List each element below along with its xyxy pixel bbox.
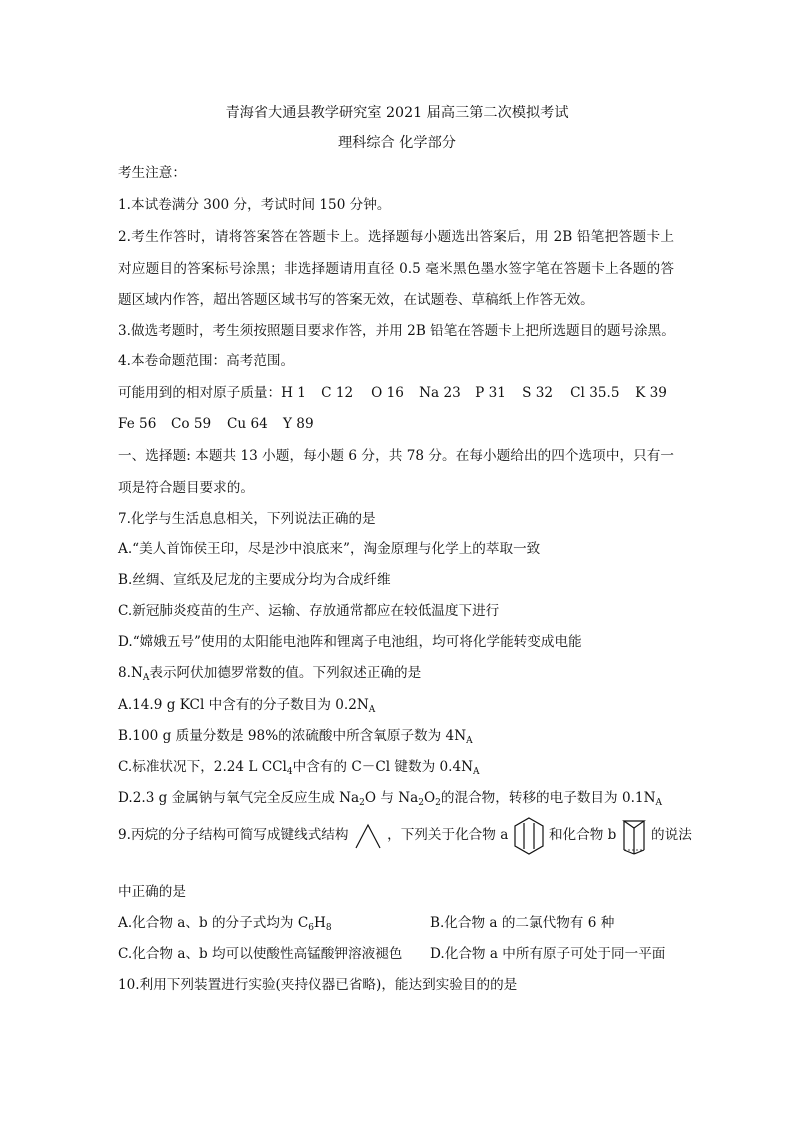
mass-p: P 31 bbox=[475, 385, 506, 401]
notice-item-2-cont: 对应题目的答案标号涂黑；非选择题请用直径 0.5 毫米黑色墨水签字笔在答题卡上各题的答 bbox=[118, 261, 674, 277]
question-8-stem: $8.N_A$表示阿伏加德罗常数的值。下列叙述正确的是 bbox=[118, 665, 422, 683]
mass-s: S 32 bbox=[522, 385, 554, 401]
question-7-option-b: B.丝绸、宣纸及尼龙的主要成分均为合成纤维 bbox=[118, 572, 391, 588]
question-8-option-a: A.14.9 g KCl 中含有的分子数目为 $0.2N_A$ bbox=[118, 697, 376, 715]
notice-heading: 考生注意： bbox=[118, 165, 186, 181]
question-9-stem: 9.丙烷的分子结构可简写成键线式结构 ，下列关于化合物 a 和化合物 b 的说法 bbox=[118, 815, 692, 856]
page-subtitle: 理科综合 化学部分 bbox=[337, 135, 456, 151]
mass-c: C 12 bbox=[321, 385, 354, 401]
question-7-stem: 7.化学与生活息息相关，下列说法正确的是 bbox=[118, 511, 376, 527]
notice-item-1: 1.本试卷满分 300 分，考试时间 150 分钟。 bbox=[118, 197, 391, 213]
question-9-option-a: A.化合物 a、b 的分子式均为 $C_6H_8$ bbox=[118, 915, 332, 933]
question-8-option-c: C.标准状况下，2.24 L CCl$_4$中含有的 C－Cl 键数为 $0.4N_A$ bbox=[118, 759, 480, 777]
section-1-instructions: 一、选择题: 本题共 13 小题，每小题 6 分，共 78 分。在每小题给出的四个选项中，只有一 bbox=[118, 448, 674, 464]
question-9-option-b: B.化合物 a 的二氯代物有 6 种 bbox=[430, 915, 615, 931]
compound-b-structure bbox=[621, 816, 647, 856]
question-7-option-c: C.新冠肺炎疫苗的生产、运输、存放通常都应在较低温度下进行 bbox=[118, 603, 500, 619]
notice-item-2: 2.考生作答时，请将答案答在答题卡上。选择题每小题选出答案后，用 2B 铅笔把答题卡上 bbox=[118, 229, 674, 245]
question-8-option-b: B.100 g 质量分数是 98%的浓硫酸中所含氧原子数为 $4N_A$ bbox=[118, 728, 473, 746]
mass-h: H 1 bbox=[281, 385, 306, 401]
question-9-stem-cont: 中正确的是 bbox=[118, 884, 186, 900]
propane-skeletal-structure bbox=[353, 821, 383, 851]
atomic-masses-label: 可能用到的相对原子质量： bbox=[118, 385, 282, 401]
mass-cu: Cu 64 bbox=[227, 416, 268, 432]
mass-y: Y 89 bbox=[283, 416, 314, 432]
notice-item-3: 3.做选考题时，考生须按照题目要求作答，并用 2B 铅笔在答题卡上把所选题目的题号涂黑。 bbox=[118, 323, 675, 339]
question-10-stem: 10.利用下列装置进行实验(夹持仪器已省略)，能达到实验目的的是 bbox=[118, 977, 518, 993]
compound-a-structure bbox=[513, 816, 545, 856]
mass-o: O 16 bbox=[371, 385, 404, 401]
question-9-options-cd bbox=[118, 945, 666, 963]
question-8-option-d: D.2.3 g 金属钠与氧气完全反应生成 $Na_2O$ 与 $Na_2O_2$的混合物，转移的电子数目为 $0.1N_A$ bbox=[118, 790, 662, 808]
mass-cl: Cl 35.5 bbox=[570, 385, 620, 401]
atomic-masses-row-2 bbox=[118, 415, 314, 433]
question-9-options-ab bbox=[118, 914, 615, 933]
page-title: 青海省大通县教学研究室 2021 届高三第二次模拟考试 bbox=[225, 105, 569, 121]
question-9-option-d: D.化合物 a 中所有原子可处于同一平面 bbox=[430, 946, 666, 962]
mass-na: Na 23 bbox=[419, 385, 461, 401]
section-1-instructions-cont: 项是符合题目要求的。 bbox=[118, 480, 254, 496]
question-7-option-d: D.“嫦娥五号”使用的太阳能电池阵和锂离子电池组，均可将化学能转变成电能 bbox=[118, 634, 582, 650]
atomic-masses-row-1 bbox=[118, 384, 667, 402]
mass-k: K 39 bbox=[635, 385, 667, 401]
notice-item-2-cont2: 题区域内作答，超出答题区域书写的答案无效，在试题卷、草稿纸上作答无效。 bbox=[118, 292, 594, 308]
question-7-option-a: A.“美人首饰侯王印，尽是沙中浪底来”，淘金原理与化学上的萃取一致 bbox=[118, 541, 541, 557]
mass-co: Co 59 bbox=[171, 416, 212, 432]
question-9-option-c: C.化合物 a、b 均可以使酸性高锰酸钾溶液褪色 bbox=[118, 946, 403, 962]
mass-fe: Fe 56 bbox=[118, 416, 157, 432]
notice-item-4: 4.本卷命题范围：高考范围。 bbox=[118, 353, 295, 369]
